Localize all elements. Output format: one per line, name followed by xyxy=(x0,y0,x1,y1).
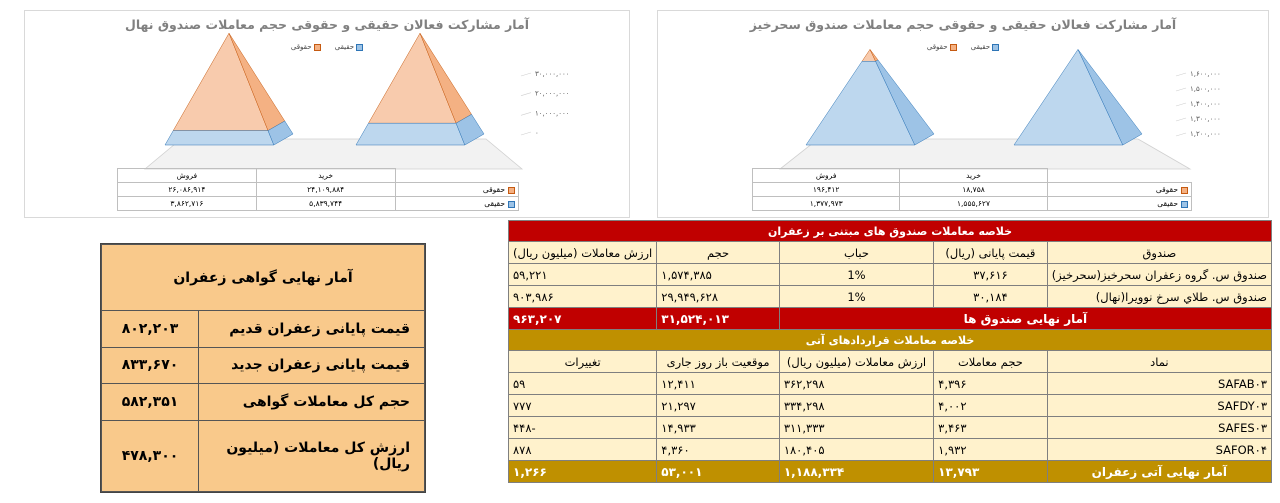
funds-title: خلاصه معاملات صندوق های مبتنی بر زعفران xyxy=(509,221,1272,242)
table-row xyxy=(118,183,519,197)
column-header: تغییرات xyxy=(509,351,657,373)
fund-value: ۵۹,۲۲۱ xyxy=(509,264,657,286)
futures-change: ۷۷۷ xyxy=(509,395,657,417)
category-label: فروش xyxy=(118,169,257,183)
certificate-label: قیمت پایانی زعفران قدیم xyxy=(199,311,425,348)
futures-open-interest: ۴,۳۶۰ xyxy=(657,439,780,461)
futures-total-label: آمار نهایی آتی زعفران xyxy=(1047,461,1271,483)
chart-data-table xyxy=(752,168,1192,211)
table-row xyxy=(753,197,1192,211)
legend-item-hoghooghi: حقوقی xyxy=(927,43,957,51)
funds-total-label: آمار نهایی صندوق ها xyxy=(779,308,1271,330)
data-label: ۵,۸۳۹,۷۴۴ xyxy=(256,197,395,211)
column-header: موقعیت باز روز جاری xyxy=(657,351,780,373)
gridline xyxy=(521,93,531,96)
series-label: حقیقی xyxy=(395,197,518,211)
chart-title: آمار مشارکت فعالان حقیقی و حقوقی حجم معاملات صندوق سحرخیز xyxy=(749,17,1177,32)
chart-title: آمار مشارکت فعالان حقیقی و حقوقی حجم معاملات صندوق نهال xyxy=(125,17,529,32)
futures-value: ۳۱۱,۳۳۳ xyxy=(779,417,933,439)
certificate-summary xyxy=(100,243,426,493)
futures-total-open-interest: ۵۳,۰۰۱ xyxy=(657,461,780,483)
chart-panel-nahal xyxy=(24,10,630,218)
futures-symbol: SAFOR۰۴ xyxy=(1047,439,1271,461)
table-row xyxy=(102,311,425,348)
category-label: خرید xyxy=(900,169,1047,183)
certificate-value: ۵۸۲,۳۵۱ xyxy=(102,384,199,421)
fund-bubble: 1% xyxy=(779,286,933,308)
futures-title: خلاصه معاملات قراردادهای آتی xyxy=(509,330,1272,351)
legend-swatch-icon xyxy=(1181,187,1188,194)
data-label: ۱,۳۷۷,۹۷۳ xyxy=(753,197,900,211)
futures-open-interest: ۲۱,۲۹۷ xyxy=(657,395,780,417)
futures-value: ۳۶۲,۲۹۸ xyxy=(779,373,933,395)
legend-swatch-icon xyxy=(1181,201,1188,208)
legend-item-haghighi: حقیقی xyxy=(335,43,363,51)
gridline xyxy=(1176,103,1186,106)
gridline xyxy=(521,132,531,135)
table-row xyxy=(509,351,1272,373)
fund-volume: ۱,۵۷۴,۳۸۵ xyxy=(657,264,780,286)
table-row xyxy=(509,461,1272,483)
futures-symbol: SAFES۰۳ xyxy=(1047,417,1271,439)
series-label: حقوقی xyxy=(395,183,518,197)
table-row xyxy=(102,384,425,421)
futures-total-change: ۱,۲۶۶ xyxy=(509,461,657,483)
legend-item-haghighi: حقیقی xyxy=(971,43,999,51)
column-header: ارزش معاملات (میلیون ریال) xyxy=(779,351,933,373)
fund-price: ۳۷,۶۱۶ xyxy=(934,264,1048,286)
column-header: حباب xyxy=(779,242,933,264)
table-row xyxy=(509,286,1272,308)
chart-data-table xyxy=(117,168,519,211)
y-tick-label: ۱,۳۰۰,۰۰۰ xyxy=(1190,115,1221,123)
table-row xyxy=(509,242,1272,264)
legend-swatch-icon xyxy=(508,201,515,208)
futures-volume: ۳,۴۶۳ xyxy=(934,417,1048,439)
column-header: صندوق xyxy=(1047,242,1271,264)
gridline xyxy=(521,112,531,115)
certificate-value: ۸۰۲,۲۰۳ xyxy=(102,311,199,348)
y-tick-label: ۱,۴۰۰,۰۰۰ xyxy=(1190,100,1221,108)
pyramid-haghighi-segment xyxy=(356,123,465,145)
funds-futures-summary xyxy=(508,220,1272,483)
y-tick-label: ۱,۲۰۰,۰۰۰ xyxy=(1190,130,1221,138)
table-row xyxy=(509,417,1272,439)
table-row xyxy=(753,183,1192,197)
pyramid-haghighi-segment xyxy=(165,131,274,145)
table-row xyxy=(509,395,1272,417)
futures-value: ۱۸۰,۴۰۵ xyxy=(779,439,933,461)
futures-change: -۴۴۸ xyxy=(509,417,657,439)
futures-symbol: SAFAB۰۳ xyxy=(1047,373,1271,395)
funds-total-volume: ۳۱,۵۲۴,۰۱۳ xyxy=(657,308,780,330)
table-row xyxy=(509,221,1272,242)
table-row xyxy=(118,169,519,183)
table-row xyxy=(509,330,1272,351)
table-row xyxy=(509,308,1272,330)
gridline xyxy=(521,73,531,76)
certificate-label: حجم کل معاملات گواهی xyxy=(199,384,425,421)
certificate-title: آمار نهایی گواهی زعفران xyxy=(102,245,425,311)
legend-swatch-icon xyxy=(508,187,515,194)
futures-total-value: ۱,۱۸۸,۳۳۴ xyxy=(779,461,933,483)
gridline xyxy=(1176,73,1186,76)
fund-bubble: 1% xyxy=(779,264,933,286)
fund-price: ۳۰,۱۸۴ xyxy=(934,286,1048,308)
table-row xyxy=(102,420,425,491)
fund-volume: ۲۹,۹۴۹,۶۲۸ xyxy=(657,286,780,308)
table-row xyxy=(753,169,1192,183)
series-label: حقیقی xyxy=(1047,197,1191,211)
certificate-label: ارزش کل معاملات (میلیون ریال) xyxy=(199,420,425,491)
y-tick-label: ۱,۶۰۰,۰۰۰ xyxy=(1190,70,1221,78)
futures-total-volume: ۱۳,۷۹۳ xyxy=(934,461,1048,483)
certificate-value: ۴۷۸,۳۰۰ xyxy=(102,420,199,491)
certificate-label: قیمت پایانی زعفران جدید xyxy=(199,347,425,384)
y-tick-label: ۱,۵۰۰,۰۰۰ xyxy=(1190,85,1221,93)
table-row xyxy=(509,264,1272,286)
y-tick-label: ۱۰,۰۰۰,۰۰۰ xyxy=(535,109,570,118)
certificate-value: ۸۳۳,۶۷۰ xyxy=(102,347,199,384)
fund-name: صندوق س. گروه زعفران سحرخیز(سحرخیز) xyxy=(1047,264,1271,286)
data-label: ۱۹۶,۴۱۲ xyxy=(753,183,900,197)
data-label: ۱۸,۷۵۸ xyxy=(900,183,1047,197)
column-header: ارزش معاملات (میلیون ریال) xyxy=(509,242,657,264)
funds-total-value: ۹۶۳,۲۰۷ xyxy=(509,308,657,330)
y-tick-label: ۳۰,۰۰۰,۰۰۰ xyxy=(535,70,570,78)
table-row xyxy=(118,197,519,211)
table-row xyxy=(102,245,425,311)
data-label: ۲۴,۱۰۹,۸۸۴ xyxy=(256,183,395,197)
column-header: حجم معاملات xyxy=(934,351,1048,373)
futures-open-interest: ۱۲,۴۱۱ xyxy=(657,373,780,395)
gridline xyxy=(1176,88,1186,91)
y-tick-label: ۰ xyxy=(535,129,539,137)
category-label: خرید xyxy=(256,169,395,183)
data-label: ۳,۸۶۲,۷۱۶ xyxy=(118,197,257,211)
futures-symbol: SAFDY۰۳ xyxy=(1047,395,1271,417)
table-row xyxy=(102,347,425,384)
series-label: حقوقی xyxy=(1047,183,1191,197)
fund-name: صندوق س. طلاي سرخ نوويرا(نهال) xyxy=(1047,286,1271,308)
column-header: قیمت پایانی (ریال) xyxy=(934,242,1048,264)
gridline xyxy=(1176,133,1186,136)
fund-value: ۹۰۳,۹۸۶ xyxy=(509,286,657,308)
futures-open-interest: ۱۴,۹۳۳ xyxy=(657,417,780,439)
column-header: نماد xyxy=(1047,351,1271,373)
futures-volume: ۴,۳۹۶ xyxy=(934,373,1048,395)
chart-panel-saharkhiz xyxy=(657,10,1269,218)
data-label: ۱,۵۵۵,۶۲۷ xyxy=(900,197,1047,211)
data-label: ۲۶,۰۸۶,۹۱۴ xyxy=(118,183,257,197)
legend-item-hoghooghi: حقوقی xyxy=(291,43,321,51)
futures-change: ۵۹ xyxy=(509,373,657,395)
futures-value: ۳۳۴,۲۹۸ xyxy=(779,395,933,417)
futures-volume: ۱,۹۳۲ xyxy=(934,439,1048,461)
gridline xyxy=(1176,118,1186,121)
futures-volume: ۴,۰۰۲ xyxy=(934,395,1048,417)
column-header: حجم xyxy=(657,242,780,264)
category-label: فروش xyxy=(753,169,900,183)
futures-change: ۸۷۸ xyxy=(509,439,657,461)
table-row xyxy=(509,439,1272,461)
table-row xyxy=(509,373,1272,395)
y-tick-label: ۲۰,۰۰۰,۰۰۰ xyxy=(535,89,570,98)
